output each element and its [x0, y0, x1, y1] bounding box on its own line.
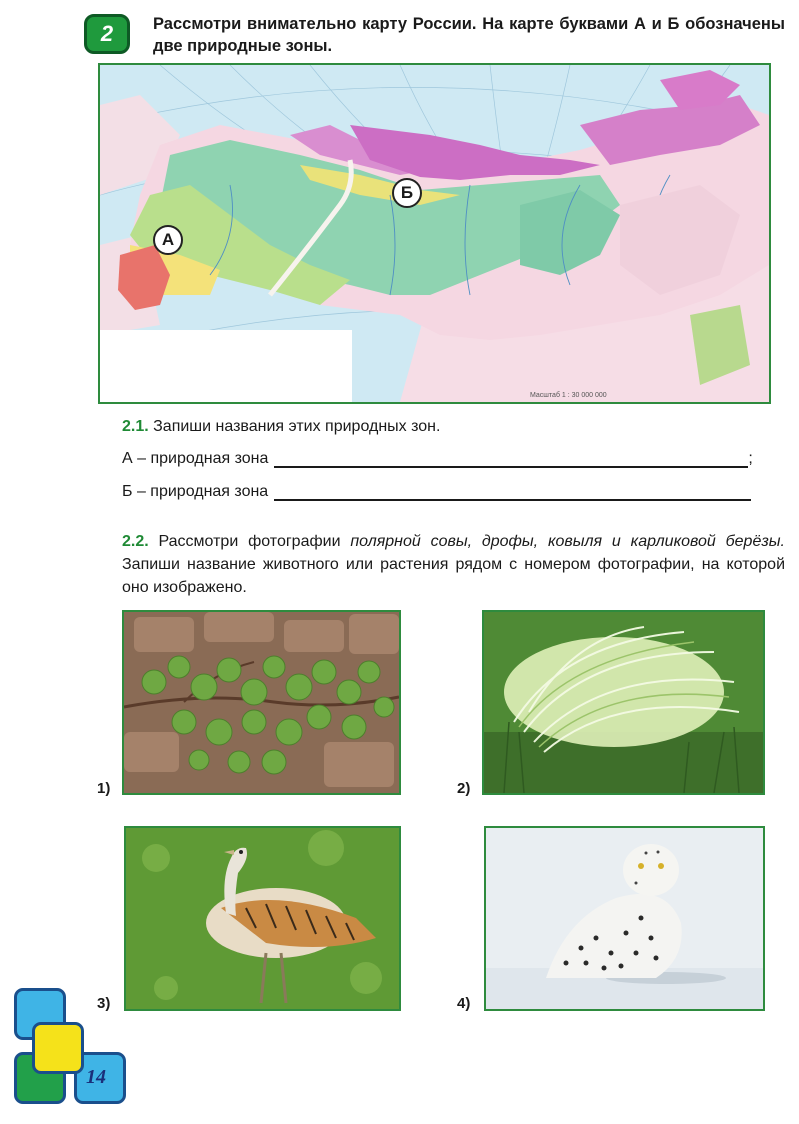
question-text: Запиши названия этих природных зон.: [153, 418, 441, 435]
answer-row-a-end: ;: [748, 450, 753, 467]
photo-2: [482, 610, 765, 795]
question-italic-items: полярной совы, дрофы, ковыля и карликовой берёзы.: [350, 533, 785, 550]
answer-label-b: Б – природная зона: [122, 483, 269, 500]
answer-input-a[interactable]: [274, 448, 748, 468]
feather-grass-image: [484, 612, 763, 793]
question-2-2: [122, 530, 785, 599]
snowy-owl-image: [486, 828, 763, 1009]
task-instruction: Рассмотри внимательно карту России. На карте буквами А и Б обозначены две природные зоны.: [153, 15, 785, 55]
photo-1: [122, 610, 401, 795]
photo-number-2: 2): [457, 780, 471, 797]
question-text-after: Запиши название животного или растения рядом с номером фотографии, на которой оно изображено.: [122, 556, 785, 596]
question-text-before: Рассмотри фотографии: [158, 533, 341, 550]
photo-4: [484, 826, 765, 1011]
question-2-1: [122, 416, 440, 438]
answer-label-a: А – природная зона: [122, 450, 269, 467]
photo-number-3: 3): [97, 995, 111, 1012]
photo-number-4: 4): [457, 995, 471, 1012]
bustard-image: [126, 828, 399, 1009]
task-number-badge: 2: [84, 14, 130, 54]
question-number: 2.2.: [122, 533, 149, 550]
dwarf-birch-image: [124, 612, 399, 793]
map-label-a: А: [153, 225, 183, 255]
map-blank-area: [100, 330, 352, 402]
map-label-b: Б: [392, 178, 422, 208]
answer-row-a: [122, 448, 782, 468]
corner-square-yellow: [32, 1022, 84, 1074]
page-number: 14: [86, 1066, 106, 1088]
map-scale-text: Масштаб 1 : 30 000 000: [530, 392, 607, 399]
photo-number-1: 1): [97, 780, 111, 797]
answer-row-b: [122, 481, 782, 501]
answer-input-b[interactable]: [274, 481, 751, 501]
question-number: 2.1.: [122, 418, 149, 435]
photo-3: [124, 826, 401, 1011]
